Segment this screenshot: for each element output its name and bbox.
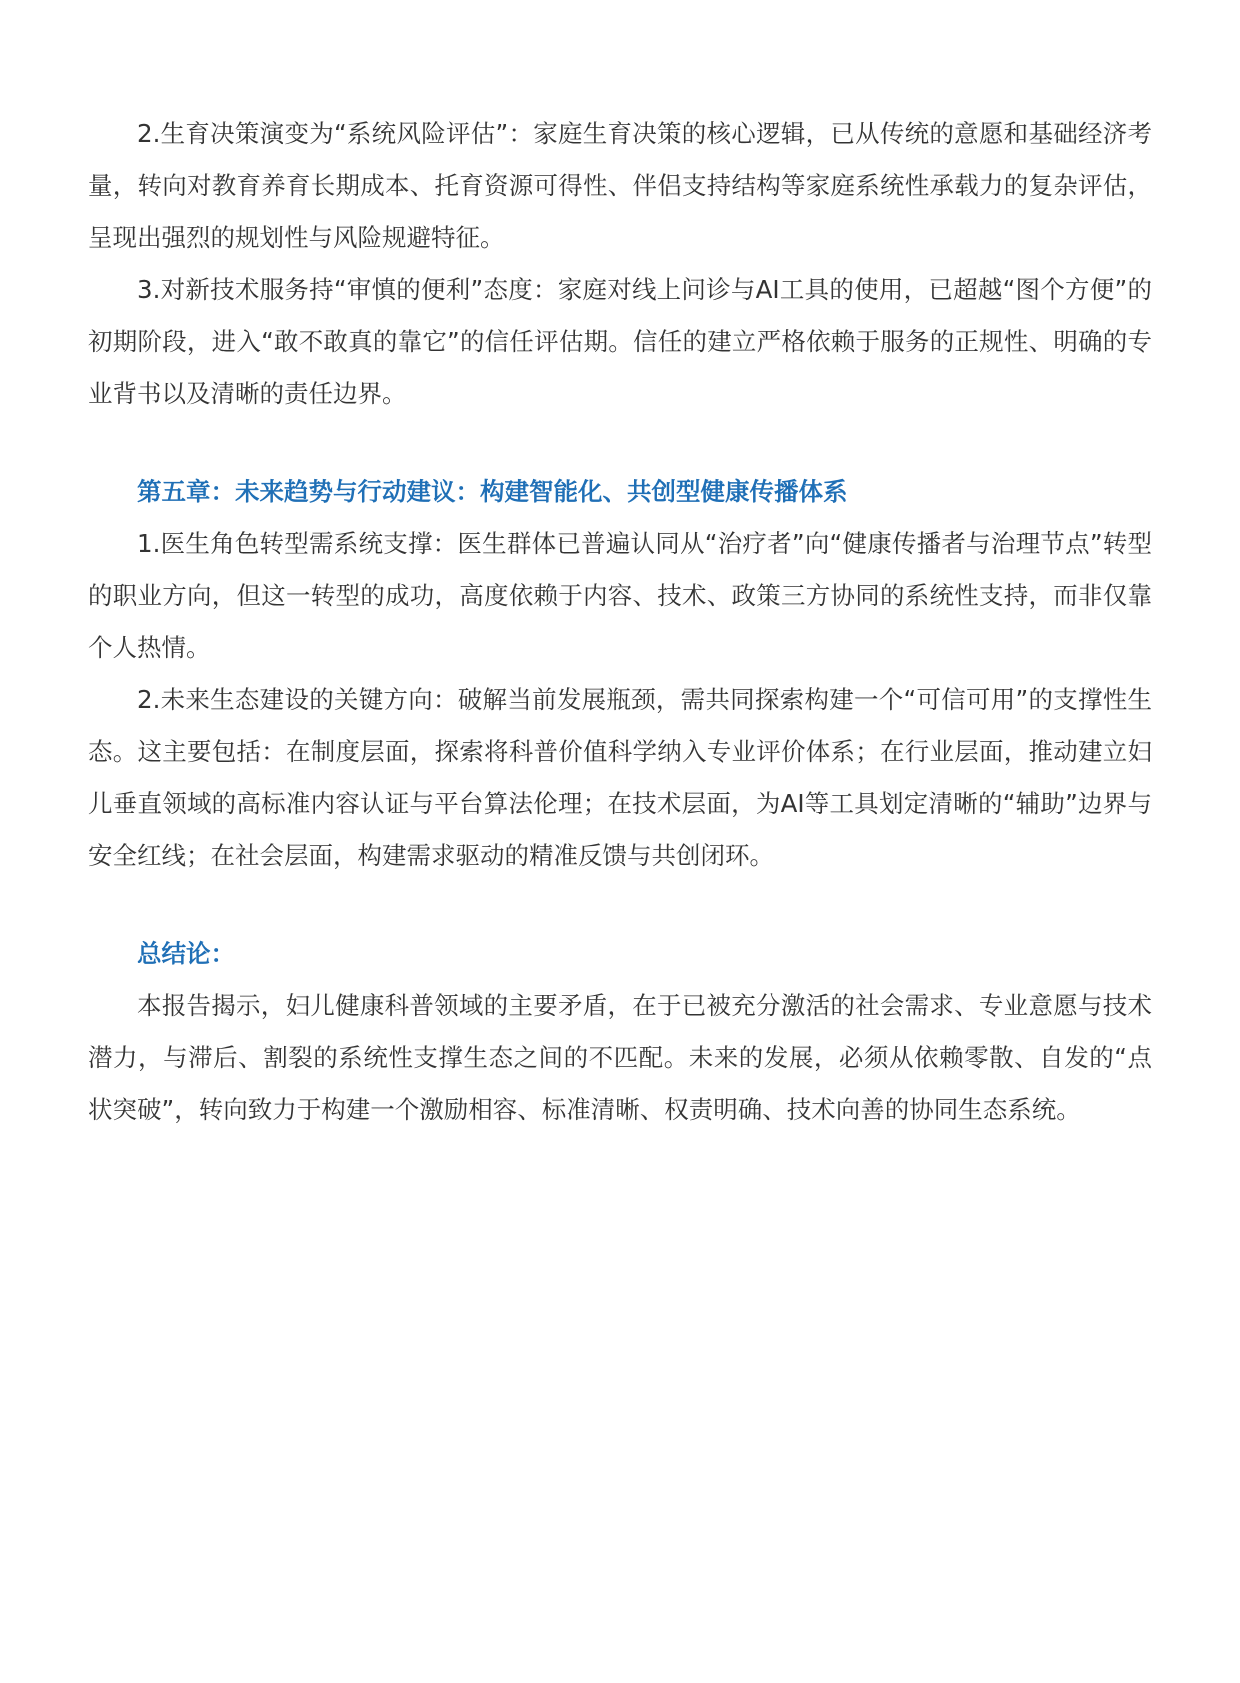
section-spacer — [88, 882, 1152, 928]
document-body — [88, 108, 1152, 1136]
chapter5-paragraph-1: 1.医生角色转型需系统支撑：医生群体已普遍认同从“治疗者”向“健康传播者与治理节点”转型的职业方向，但这一转型的成功，高度依赖于内容、技术、政策三方协同的系统性支持，而非仅靠个人热情。 — [88, 529, 1152, 662]
chapter5-paragraph-2: 2.未来生态建设的关键方向：破解当前发展瓶颈，需共同探索构建一个“可信可用”的支撑性生态。这主要包括：在制度层面，探索将科普价值科学纳入专业评价体系；在行业层面，推动建立妇儿垂直领域的高标准内容认证与平台算法伦理；在技术层面，为AI等工具划定清晰的“辅助”边界与安全红线；在社会层面，构建需求驱动的精准反馈与共创闭环。 — [88, 685, 1152, 870]
section4-paragraph-3: 3.对新技术服务持“审慎的便利”态度：家庭对线上问诊与AI工具的使用，已超越“图个方便”的初期阶段，进入“敢不敢真的靠它”的信任评估期。信任的建立严格依赖于服务的正规性、明确的专业背书以及清晰的责任边界。 — [88, 275, 1152, 408]
section4-paragraph-2: 2.生育决策演变为“系统风险评估”：家庭生育决策的核心逻辑，已从传统的意愿和基础经济考量，转向对教育养育长期成本、托育资源可得性、伴侣支持结构等家庭系统性承载力的复杂评估，呈现出强烈的规划性与风险规避特征。 — [88, 119, 1152, 252]
chapter5-heading: 第五章：未来趋势与行动建议：构建智能化、共创型健康传播体系 — [137, 477, 848, 506]
conclusion-paragraph: 本报告揭示，妇儿健康科普领域的主要矛盾，在于已被充分激活的社会需求、专业意愿与技术潜力，与滞后、割裂的系统性支撑生态之间的不匹配。未来的发展，必须从依赖零散、自发的“点状突破”，转向致力于构建一个激励相容、标准清晰、权责明确、技术向善的协同生态系统。 — [88, 991, 1152, 1124]
conclusion-heading: 总结论： — [137, 939, 235, 968]
section-spacer — [88, 420, 1152, 466]
